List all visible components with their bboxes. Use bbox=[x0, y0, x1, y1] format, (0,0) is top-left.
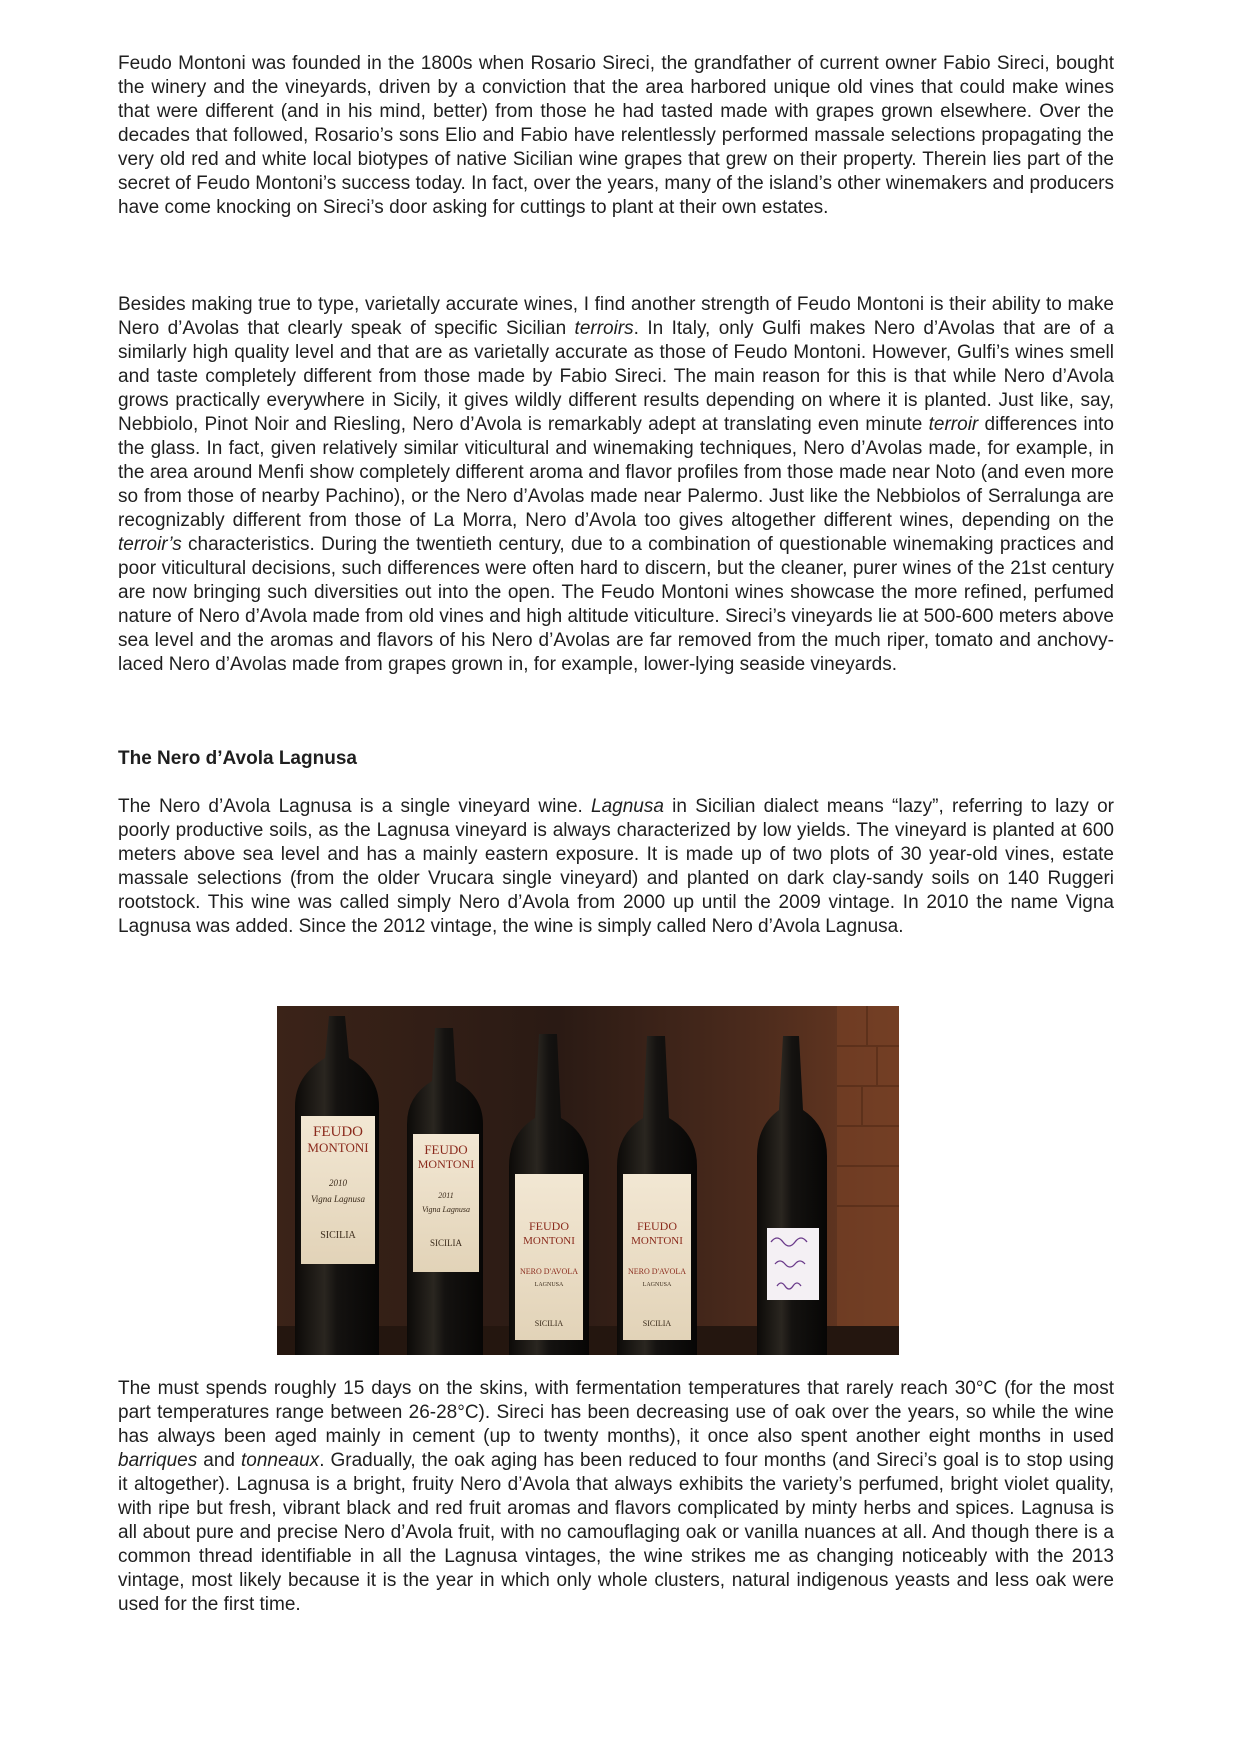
text-run: in Sicilian dialect means “lazy”, referring to lazy or poorly productive soils, as the Lagnusa vineyard is always characterized by low yields. The vineyard is planted at 600 meters above sea level and has a mainly eastern exposure. It is made up of two plots of 30 year-old vines, estate massale selections (from the older Vrucara single vineyard) and planted on dark clay-sandy soils on 140 Ruggeri rootstock. This wine was called simply Nero d’Avola from 2000 up until the 2009 vintage. In 2010 the name Vigna Lagnusa was added. Since the 2012 vintage, the wine is simply called Nero d’Avola Lagnusa. bbox=[118, 796, 1114, 937]
text-run: and bbox=[197, 1450, 241, 1471]
bottle-1-brand1: FEUDO bbox=[312, 1124, 364, 1140]
paragraph-terroir bbox=[118, 293, 1114, 677]
paragraph-founding bbox=[118, 52, 1114, 220]
bottles-illustration bbox=[277, 1006, 899, 1355]
bottle-1-brand2: MONTONI bbox=[307, 1140, 369, 1155]
bottle-4-brand2: MONTONI bbox=[631, 1235, 683, 1247]
bottle-2-year: 2011 bbox=[438, 1191, 454, 1200]
bottle-1-region: SICILIA bbox=[320, 1230, 356, 1241]
bottle-4-brand1: FEUDO bbox=[636, 1219, 678, 1233]
wine-bottles-photo bbox=[277, 1006, 899, 1355]
text-run: . In Italy, only Gulfi makes Nero d’Avolas that are of a similarly high quality level and that are as varietally accurate as those of Feudo Montoni. However, Gulfi’s wines smell and taste completely different from those made by Fabio Sireci. The main reason for this is that while Nero d’Avola grows practically everywhere in Sicily, it gives wildly different results depending on where it is planted. Just like, say, Nebbiolo, Pinot Noir and Riesling, Nero d’Avola is remarkably adept at translating even minute bbox=[118, 318, 1115, 435]
text-run: The Nero d’Avola Lagnusa is a single vineyard wine. bbox=[118, 796, 592, 817]
brick-wall bbox=[837, 1006, 899, 1355]
section-heading: The Nero d’Avola Lagnusa bbox=[118, 748, 357, 769]
italic-term: tonneaux bbox=[241, 1450, 320, 1471]
text-run: characteristics. During the twentieth century, due to a combination of questionable winemaking practices and poor viticultural decisions, such differences were often hard to discern, but the cleaner, purer wines of the 21st century are now bringing such diversities out into the open. The Feudo Montoni wines showcase the more refined, perfumed nature of Nero d’Avola made from old vines and high altitude viticulture. Sireci’s vineyards lie at 500-600 meters above sea level and the aromas and flavors of his Nero d’Avolas are far removed from the much riper, tomato and anchovy-laced Nero d’Avolas made from grapes grown in, for example, lower-lying seaside vineyards. bbox=[118, 534, 1114, 675]
italic-term: terroir’s bbox=[118, 534, 182, 555]
bottle-3-brand2: MONTONI bbox=[523, 1235, 575, 1247]
bottle-2-name: Vigna Lagnusa bbox=[421, 1205, 471, 1214]
paragraph-text: Feudo Montoni was founded in the 1800s when Rosario Sireci, the grandfather of current owner Fabio Sireci, bought the winery and the vineyards, driven by a conviction that the area harbored unique old vines that could make wines that were different (and in his mind, better) from those he had tasted made with grapes grown elsewhere. Over the decades that followed, Rosario’s sons Elio and Fabio have relentlessly performed massale selections propagating the very old red and white local biotypes of native Sicilian wine grapes that grew on their property. Therein lies part of the secret of Feudo Montoni’s success today. In fact, over the years, many of the island’s other winemakers and producers have come knocking on Sireci’s door asking for cuttings to plant at their own estates. bbox=[118, 53, 1114, 218]
italic-term: terroirs bbox=[574, 318, 634, 339]
bottle-1-year: 2010 bbox=[329, 1178, 347, 1188]
bottle-2-brand2: MONTONI bbox=[417, 1157, 475, 1171]
bottle-1-name: Vigna Lagnusa bbox=[310, 1194, 366, 1204]
bottle-3-sub: LAGNUSA bbox=[534, 1282, 564, 1288]
section-heading-wrap bbox=[118, 747, 1114, 771]
paragraph-lagnusa bbox=[118, 795, 1114, 939]
text-run: differences into the glass. In fact, given relatively similar viticultural and winemaking techniques, Nero d’Avolas made, for example, in the area around Menfi show completely different aroma and flavor profiles from those made near Noto (and even more so from those of nearby Pachino), or the Nero d’Avolas made near Palermo. Just like the Nebbiolos of Serralunga are recognizably different from those of La Morra, Nero d’Avola too gives altogether different wines, depending on the bbox=[118, 414, 1114, 531]
bottle-3-region: SICILIA bbox=[534, 1319, 564, 1328]
paragraph-winemaking bbox=[118, 1377, 1114, 1617]
italic-term: terroir bbox=[928, 414, 979, 435]
bottle-4-wine: NERO D'AVOLA bbox=[628, 1267, 686, 1276]
bottle-4-region: SICILIA bbox=[642, 1319, 672, 1328]
text-run: Besides making true to type, varietally accurate wines, I find another strength of Feudo Montoni is their ability to make Nero d’Avolas that clearly speak of specific Sicilian bbox=[118, 294, 1114, 339]
bottle-4-sub: LAGNUSA bbox=[642, 1282, 672, 1288]
bottle-3-brand1: FEUDO bbox=[528, 1219, 570, 1233]
text-run: . Gradually, the oak aging has been reduced to four months (and Sireci’s goal is to stop using it altogether). Lagnusa is a bright, fruity Nero d’Avola that always exhibits the variety’s perfumed, bright violet quality, with ripe but fresh, vibrant black and red fruit aromas and flavors complicated by minty herbs and spices. Lagnusa is all about pure and precise Nero d’Avola fruit, with no camouflaging oak or vanilla nuances at all. And though there is a common thread identifiable in all the Lagnusa vintages, the wine strikes me as changing noticeably with the 2013 vintage, most likely because it is the year in which only whole clusters, natural indigenous yeasts and less oak were used for the first time. bbox=[118, 1450, 1114, 1615]
italic-term: Lagnusa bbox=[591, 796, 664, 817]
italic-term: barriques bbox=[118, 1450, 198, 1471]
bottle-2-brand1: FEUDO bbox=[424, 1142, 468, 1157]
bottle-3-wine: NERO D'AVOLA bbox=[520, 1267, 578, 1276]
bottle-2-region: SICILIA bbox=[430, 1238, 462, 1248]
text-run: The must spends roughly 15 days on the skins, with fermentation temperatures that rarely reach 30°C (for the most part temperatures range between 26-28°C). Sireci has been decreasing use of oak over the years, so while the wine has always been aged mainly in cement (up to twenty months), it once also spent another eight months in used bbox=[118, 1378, 1114, 1447]
